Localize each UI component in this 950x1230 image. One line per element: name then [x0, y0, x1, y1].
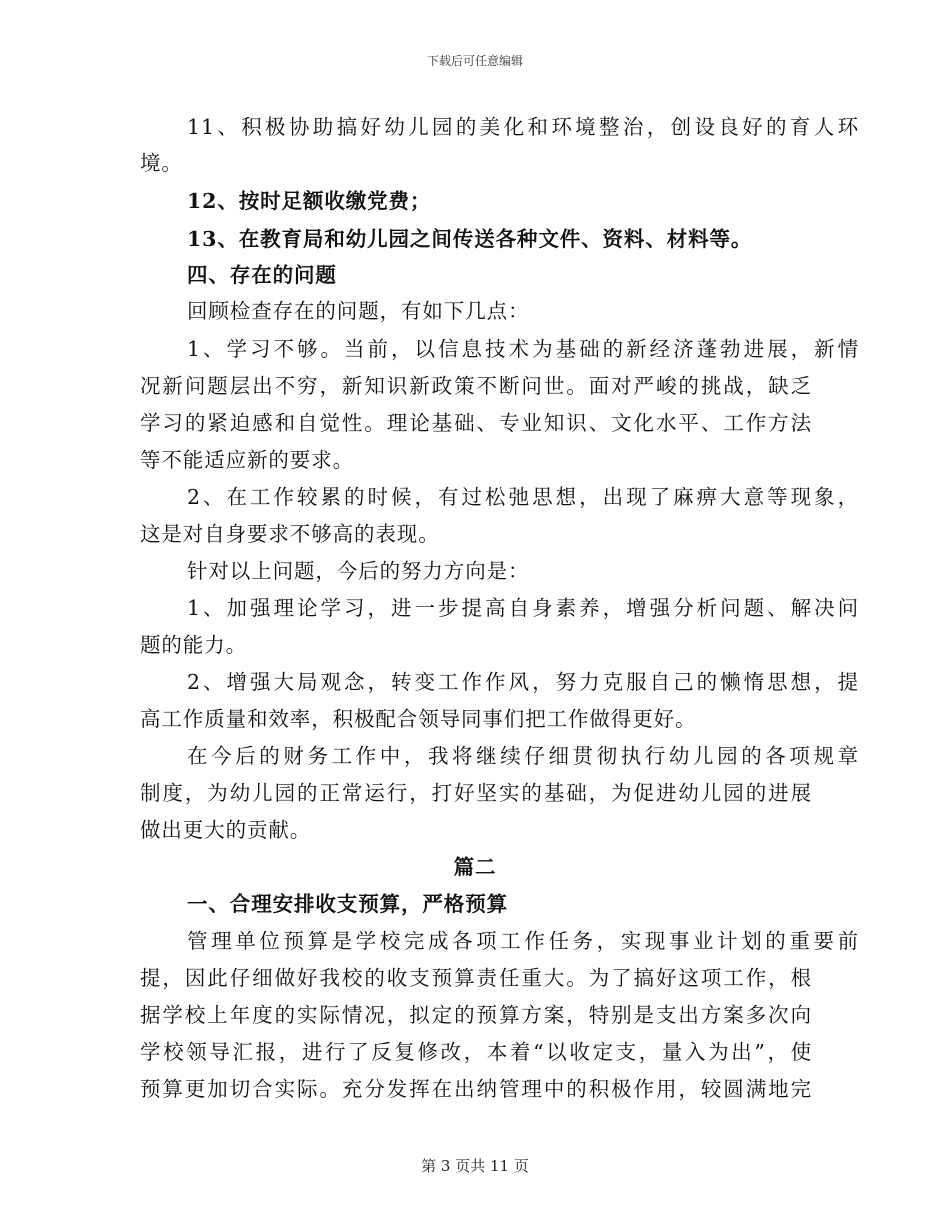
text-line: 高工作质量和效率，积极配合领导同事们把工作做得更好。 [140, 707, 697, 731]
text-line: 12、按时足额收缴党费； [187, 189, 432, 213]
text-line: 1、学习不够。当前，以信息技术为基础的新经济蓬勃进展，新情 [187, 337, 859, 361]
text-line: 2、在工作较累的时候，有过松弛思想，出现了麻痹大意等现象， [187, 485, 859, 509]
section-heading: 一、合理安排收支预算，严格预算 [187, 892, 508, 916]
page-header-note: 下载后可任意编辑 [426, 54, 523, 68]
text-line: 针对以上问题，今后的努力方向是： [187, 559, 530, 583]
text-line: 制度，为幼儿园的正常运行，打好坚实的基础，为促进幼儿园的进展 [140, 781, 812, 805]
text-line: 况新问题层出不穷，新知识新政策不断问世。面对严峻的挑战，缺乏 [140, 374, 812, 398]
text-line: 提，因此仔细做好我校的收支预算责任重大。为了搞好这项工作，根 [140, 966, 812, 990]
text-line: 在今后的财务工作中，我将继续仔细贯彻执行幼儿园的各项规章 [187, 744, 859, 768]
text-line: 题的能力。 [140, 633, 247, 657]
text-line: 做出更大的贡献。 [140, 818, 312, 842]
section-heading: 四、存在的问题 [187, 263, 337, 287]
text-line: 13、在教育局和幼儿园之间传送各种文件、资料、材料等。 [187, 227, 753, 251]
text-line: 回顾检查存在的问题，有如下几点： [187, 299, 530, 323]
text-line: 预算更加切合实际。充分发挥在出纳管理中的积极作用，较圆满地完 [140, 1077, 812, 1101]
text-line: 1、加强理论学习，进一步提高自身素养，增强分析问题、解决问 [187, 596, 859, 620]
text-line: 这是对自身要求不够高的表现。 [140, 522, 440, 546]
text-line: 管理单位预算是学校完成各项工作任务，实现事业计划的重要前 [187, 929, 859, 953]
text-line: 等不能适应新的要求。 [140, 448, 354, 472]
text-line: 11、积极协助搞好幼儿园的美化和环境整治，创设良好的育人环 [187, 115, 859, 139]
chapter-title: 篇二 [453, 855, 497, 879]
text-line: 学习的紧迫感和自觉性。理论基础、专业知识、文化水平、工作方法 [140, 411, 812, 435]
text-line: 学校领导汇报，进行了反复修改，本着“以收定支，量入为出”，使 [140, 1040, 812, 1064]
text-line: 2、增强大局观念，转变工作作风，努力克服自己的懒惰思想，提 [187, 670, 859, 694]
text-line: 境。 [140, 151, 183, 175]
text-line: 据学校上年度的实际情况，拟定的预算方案，特别是支出方案多次向 [140, 1003, 812, 1027]
page-number-footer: 第 3 页共 11 页 [421, 1157, 529, 1175]
